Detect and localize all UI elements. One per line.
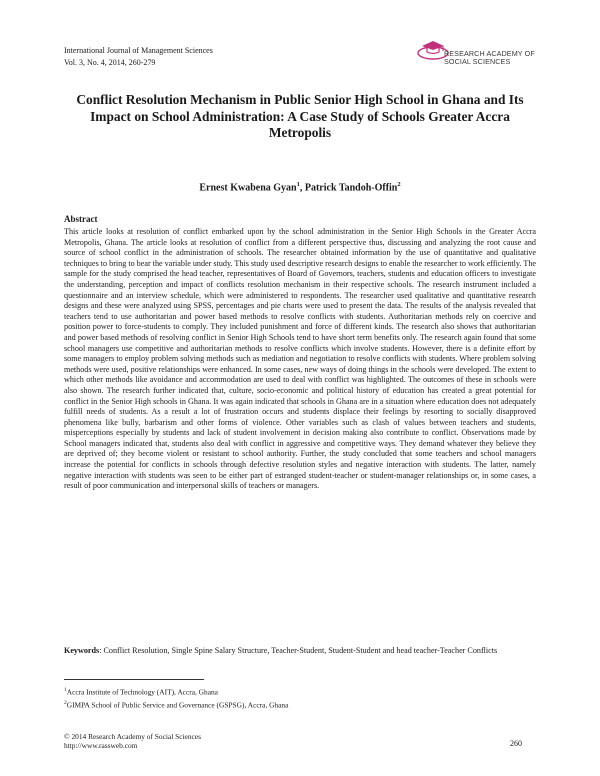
abstract-body [64, 227, 536, 492]
abstract-text: This article looks at resolution of conflict embarked upon by the school administration in the Senior High Schools in the Greater Accra Metropolis, Ghana. The article looks at resolution of conflict from a different perspective thus, discussing and analyzing the root cause and source of school conflict in the administration of schools. The researcher obtained information by the use of quantitative and qualitative techniques to bring to bear the variable under study. This study used descriptive research designs to enable the researcher to work efficiently. The sample for the study comprised the head teacher, representatives of Board of Governors, teachers, students and education officers to investigate the understanding, perception and impact of conflicts resolution mechanism in their respective schools. The research instrument included a questionnaire and an interview schedule, which were administered to respondents. The researcher used qualitative and quantitative research designs and these were analyzed using SPSS, percentages and pie charts were used to present the data. The results of the analysis revealed that teachers tend to use authoritarian and power based methods to resolve conflicts with students. Authoritarian methods rely on coercive and position power to force-students to comply. They included punishment and force of different kinds. The research also shows that authoritarian and power based methods of resolving conflict in Senior High Schools tend to have short term benefits only. The research again found that some school managers use competitive and authoritarian methods to resolve conflicts which involve students. However, there is a definite effort by some managers to employ problem solving methods such as mediation and negotiation to resolve conflicts with students. Where problem solving methods were used, positive relationships were enhanced. In some cases, new ways of doing things in the schools were developed. The extent to which other methods like avoidance and accommodation are used to deal with conflict was highlighted. The outcomes of these in schools were also shown. The research further indicated that, culture, socio-economic and political history of education has created a great potential for conflict in the Senior High schools in Ghana. It was again indicated that schools in Ghana are in a situation where education does not adequately fulfill needs of students. As a result a lot of frustration occurs and students displace their feelings by resorting to socially disapproved phenomena like bully, barbarism and other forms of violence. Other variables such as clash of values between teachers and students, misperceptions especially by students and lack of student involvement in decision making also contribute to conflict. Observations made by School managers indicated that, students also deal with conflict in aggressive and competitive ways. They demand whatever they believe they are deprived of; they become violent or resistant to school authority. Further, the study concluded that some teachers and school managers increase the potential for conflicts in schools through defective resolution styles and negative interaction with students. The latter, namely negative interaction with students was seen to be either part of estranged student-teacher or student-manager relationships or, in some cases, a result of poor communication and interpersonal skills of teachers or managers. [64, 227, 536, 491]
author-1: Ernest Kwabena Gyan [199, 182, 297, 194]
copyright-notice: © 2014 Research Academy of Social Sciences [64, 732, 201, 741]
author-1-affiliation: 1 [296, 181, 300, 188]
journal-header [64, 45, 213, 69]
publisher-logo [416, 38, 556, 74]
author-separator: , [299, 182, 305, 194]
author-2: Patrick Tandoh-Offin [304, 182, 398, 194]
authors [70, 178, 530, 194]
publisher-url[interactable]: http://www.rassweb.com [64, 741, 138, 750]
abstract-heading: Abstract [64, 214, 98, 224]
author-2-affiliation: 2 [397, 181, 401, 188]
logo-line-2: SOCIAL SCIENCES [444, 56, 511, 66]
footnotes [64, 685, 288, 712]
paper-title: Conflict Resolution Mechanism in Public Senior High School in Ghana and Its Impact on School Administration: A Case Study of Schools Greater Accra Metropolis [76, 92, 524, 140]
footnote-2: $^2$GIMPA School of Public Service and Governance (GSPSG), Accra, Ghana [64, 700, 289, 710]
keywords [64, 646, 536, 657]
keywords-text: : Conflict Resolution, Single Spine Salary Structure, Teacher-Student, Student-Student and head teacher-Teacher Conflicts [99, 646, 498, 655]
footnote-divider [64, 679, 204, 680]
page-number: 260 [510, 739, 522, 748]
journal-name: International Journal of Management Sciences [64, 46, 213, 55]
footnote-1: $^1$Accra Institute of Technology (AIT), Accra, Ghana [64, 687, 218, 697]
journal-volume: Vol. 3, No. 4, 2014, 260-279 [64, 58, 156, 67]
keywords-label: Keywords [64, 646, 100, 655]
page-footer [64, 732, 201, 750]
logo-line-1: RESEARCH ACADEMY OF [444, 49, 535, 58]
logo-text [444, 50, 535, 65]
